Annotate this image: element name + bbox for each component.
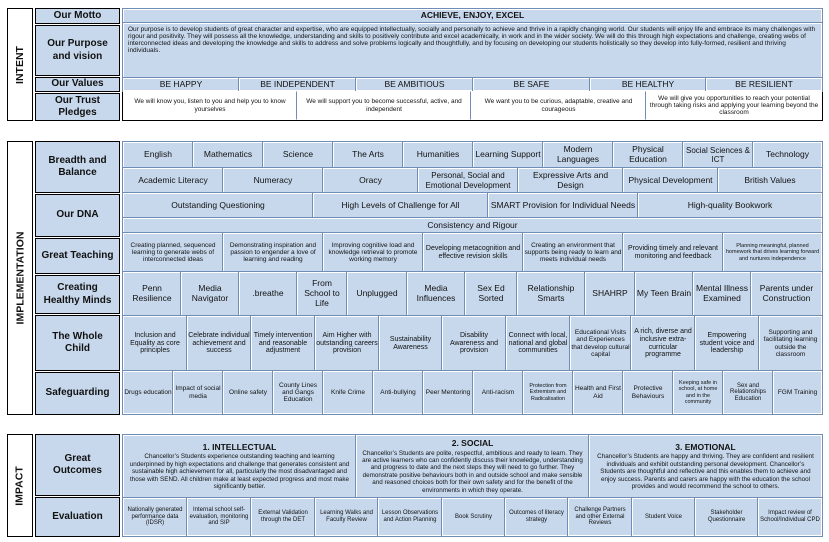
subject-the-arts: The Arts — [333, 142, 403, 168]
row-label-evaluation: Evaluation — [35, 497, 120, 537]
outcome-intellectual-body: Chancellor’s Students experience outstanding teaching and learning underpinned by high expectations and challenge that generates consistent and sustainable high achievement for all, particularly the most disadvantaged and those with SEND. All children make at least expected progress and most make significantly better. — [129, 453, 350, 491]
teaching-planned-learning: Creating planned, sequenced learning to generate webs of interconnected ideas — [123, 233, 223, 272]
row-label-teaching: Great Teaching — [35, 238, 120, 274]
healthy-mental-illness-examined: Mental Illness Examined — [693, 272, 751, 316]
value-be-safe: BE SAFE — [473, 78, 590, 91]
whole-aim-higher: Aim Higher with outstanding careers provision — [315, 316, 379, 371]
implementation-section-label — [7, 141, 33, 415]
teaching-inspiration: Demonstrating inspiration and passion to engender a love of learning and reading — [223, 233, 323, 272]
row-label-breadth: Breadth and Balance — [35, 141, 120, 193]
evaluation-challenge-partners: Challenge Partners and other External Reviews — [568, 498, 632, 536]
evaluation-self-evaluation: Internal school self-evaluation, monitoring and SIP — [187, 498, 251, 536]
row-label-pledges: Our Trust Pledges — [35, 93, 120, 121]
safeguarding-peer-mentoring: Peer Mentoring — [423, 371, 473, 414]
literacy-expressive-arts: Expressive Arts and Design — [518, 168, 623, 193]
intent-section-label — [7, 8, 33, 121]
evaluation-literacy-strategy: Outcomes of literacy strategy — [505, 498, 568, 536]
evaluation-learning-walks: Learning Walks and Faculty Review — [315, 498, 378, 536]
literacy-physical-development: Physical Development — [623, 168, 718, 193]
row-label-values: Our Values — [35, 77, 120, 92]
safeguarding-drugs-education: Drugs education — [123, 371, 173, 414]
evaluation-lesson-observations: Lesson Observations and Action Planning — [378, 498, 442, 536]
safeguarding-protective-behaviours: Protective Behaviours — [623, 371, 673, 414]
subject-mathematics: Mathematics — [193, 142, 263, 168]
dna-high-quality-bookwork: High-quality Bookwork — [638, 193, 822, 218]
impact-heading: IMPACT — [14, 465, 26, 506]
subject-science: Science — [263, 142, 333, 168]
healthy-media-influences: Media Influences — [407, 272, 465, 316]
whole-extra-curricular: A rich, diverse and inclusive extra-curricular programme — [631, 316, 695, 371]
intent-panel — [122, 8, 823, 121]
purpose-text: Our purpose is to develop students of great character and expertise, who are equipped intellectually, socially and personally to achieve and thrive in a rapidly changing world. Our students will enjoy life and embrace its many challenges with rigour and positivity. They will possess all the knowledge, understanding and skills to positively contribute and excel academically, in work and in the wider society. We will do this through high expectations and challenge, creating webs of interconnected ideas and developing the knowledge and skills to address and solve problems logically and thoughtfully, and by focusing on developing our students holistically so they develop into fully-formed, resilient and thriving individuals. — [123, 23, 822, 78]
evaluation-external-validation: External Validation through the DET — [251, 498, 315, 536]
healthy-relationship-smarts: Relationship Smarts — [517, 272, 585, 316]
dna-high-challenge: High Levels of Challenge for All — [313, 193, 488, 218]
safeguarding-online-safety: Online safety — [223, 371, 273, 414]
literacy-british-values: British Values — [718, 168, 822, 193]
whole-educational-visits: Educational Visits and Experiences that develop cultural capital — [570, 316, 631, 371]
dna-smart-provision: SMART Provision for Individual Needs — [488, 193, 638, 218]
healthy-parents-under-construction: Parents under Construction — [751, 272, 822, 316]
safeguarding-county-lines: County Lines and Gangs Education — [273, 371, 323, 414]
outcome-emotional — [589, 435, 822, 498]
safeguarding-extremism: Protection from Extremism and Radicalisation — [523, 371, 573, 414]
safeguarding-knife-crime: Knife Crime — [323, 371, 373, 414]
row-label-safeguarding: Safeguarding — [35, 372, 120, 415]
subject-physical-education: Physical Education — [613, 142, 683, 168]
safeguarding-sre: Sex and Relationships Education — [723, 371, 773, 414]
safeguarding-first-aid: Health and First Aid — [573, 371, 623, 414]
pledge-2: We will support you to become successful, active, and independent — [297, 91, 471, 120]
teaching-cognitive-load: Improving cognitive load and knowledge retrieval to promote working memory — [323, 233, 423, 272]
outcome-emotional-body: Chancellor’s Students are happy and thriving. They are confident and resilient individuals and exhibit outstanding personal development. Chancellor’s Students are thoughtful and reflective and this enables them to achieve and enjoy success. Parents and carers are happy with the education the school provides and would recommend the school to others. — [597, 453, 814, 491]
whole-sustainability: Sustainability Awareness — [379, 316, 442, 371]
row-label-purpose: Our Purpose and vision — [35, 25, 120, 76]
subject-social-sciences-ict: Social Sciences & ICT — [683, 142, 753, 168]
evaluation-cpd-review: Impact review of School/Individual CPD — [758, 498, 822, 536]
row-label-healthy: Creating Healthy Minds — [35, 275, 120, 314]
value-be-ambitious: BE AMBITIOUS — [356, 78, 473, 91]
evaluation-stakeholder-questionnaire: Stakeholder Questionnaire — [695, 498, 758, 536]
dna-outstanding-questioning: Outstanding Questioning — [123, 193, 313, 218]
healthy-unplugged: Unplugged — [347, 272, 407, 316]
safeguarding-fgm-training: FGM Training — [773, 371, 822, 414]
healthy-penn-resilience: Penn Resilience — [123, 272, 181, 316]
safeguarding-anti-racism: Anti-racism — [473, 371, 523, 414]
whole-timely-intervention: Timely intervention and reasonable adjustment — [251, 316, 315, 371]
evaluation-idsr: Nationally generated performance data (IDSR) — [123, 498, 187, 536]
safeguarding-social-media: Impact of social media — [173, 371, 223, 414]
subject-modern-languages: Modern Languages — [543, 142, 613, 168]
evaluation-book-scrutiny: Book Scrutiny — [442, 498, 505, 536]
subject-technology: Technology — [753, 142, 822, 168]
implementation-heading: IMPLEMENTATION — [14, 231, 26, 325]
subject-learning-support: Learning Support — [473, 142, 543, 168]
row-label-outcomes: Great Outcomes — [35, 434, 120, 496]
outcome-emotional-heading: 3. EMOTIONAL — [675, 441, 736, 452]
teaching-metacognition: Developing metacognition and effective revision skills — [423, 233, 523, 272]
row-label-motto: Our Motto — [35, 8, 120, 24]
subject-humanities: Humanities — [403, 142, 473, 168]
impact-section-label — [7, 434, 33, 537]
whole-connect-communities: Connect with local, national and global communities — [506, 316, 570, 371]
impact-panel — [122, 434, 823, 537]
implementation-panel — [122, 141, 823, 415]
value-be-independent: BE INDEPENDENT — [239, 78, 356, 91]
outcome-social-heading: 2. SOCIAL — [451, 437, 494, 448]
safeguarding-keeping-safe: Keeping safe in school, at home and in the community — [673, 371, 723, 414]
outcome-intellectual — [123, 435, 356, 498]
outcome-intellectual-heading: 1. INTELLECTUAL — [202, 441, 277, 452]
teaching-homework: Planning meaningful, planned homework that drives learning forward and nurtures independence — [723, 233, 822, 272]
healthy-my-teen-brain: My Teen Brain — [635, 272, 693, 316]
literacy-personal-social: Personal, Social and Emotional Development — [418, 168, 518, 193]
subject-english: English — [123, 142, 193, 168]
evaluation-student-voice: Student Voice — [632, 498, 695, 536]
intent-heading: INTENT — [14, 45, 27, 84]
literacy-oracy: Oracy — [323, 168, 418, 193]
pledge-3: We want you to be curious, adaptable, creative and courageous — [471, 91, 646, 120]
pledge-4: We will give you opportunities to reach your potential through taking risks and applying your learning beyond the classroom — [646, 91, 822, 120]
healthy-media-navigator: Media Navigator — [181, 272, 239, 316]
outcome-social — [356, 435, 589, 498]
healthy-shahrp: SHAHRP — [585, 272, 635, 316]
row-label-whole: The Whole Child — [35, 315, 120, 371]
row-label-dna: Our DNA — [35, 194, 120, 237]
value-be-resilient: BE RESILIENT — [706, 78, 822, 91]
healthy-sex-ed-sorted: Sex Ed Sorted — [465, 272, 517, 316]
motto-text: ACHIEVE, ENJOY, EXCEL — [123, 9, 822, 23]
value-be-healthy: BE HEALTHY — [590, 78, 706, 91]
literacy-academic: Academic Literacy — [123, 168, 223, 193]
dna-consistency-rigour: Consistency and Rigour — [123, 218, 822, 233]
whole-disability-awareness: Disability Awareness and provision — [442, 316, 506, 371]
whole-student-voice: Empowering student voice and leadership — [695, 316, 759, 371]
value-be-happy: BE HAPPY — [123, 78, 239, 91]
whole-inclusion-equality: Inclusion and Equality as core principles — [123, 316, 187, 371]
outcome-social-body: Chancellor’s Students are polite, respectful, ambitious and ready to learn. They are active learners who can confidently discuss their knowledge, understanding and progress to date and the next steps they will need to go further. They demonstrate positive behaviours both in and outside school and make sensible and reasoned choices both for their own safety and for the benefit of the environments in which they operate. — [362, 449, 583, 494]
healthy-breathe: .breathe — [239, 272, 297, 316]
teaching-environment: Creating an environment that supports being ready to learn and meets individual needs — [523, 233, 623, 272]
literacy-numeracy: Numeracy — [223, 168, 323, 193]
pledge-1: We will know you, listen to you and help you to know yourselves — [123, 91, 297, 120]
safeguarding-anti-bullying: Anti-bullying — [373, 371, 423, 414]
teaching-monitoring-feedback: Providing timely and relevant monitoring and feedback — [623, 233, 723, 272]
healthy-from-school-to-life: From School to Life — [297, 272, 347, 316]
whole-learning-outside: Supporting and facilitating learning outside the classroom — [759, 316, 822, 371]
whole-celebrate-achievement: Celebrate individual achievement and success — [187, 316, 251, 371]
